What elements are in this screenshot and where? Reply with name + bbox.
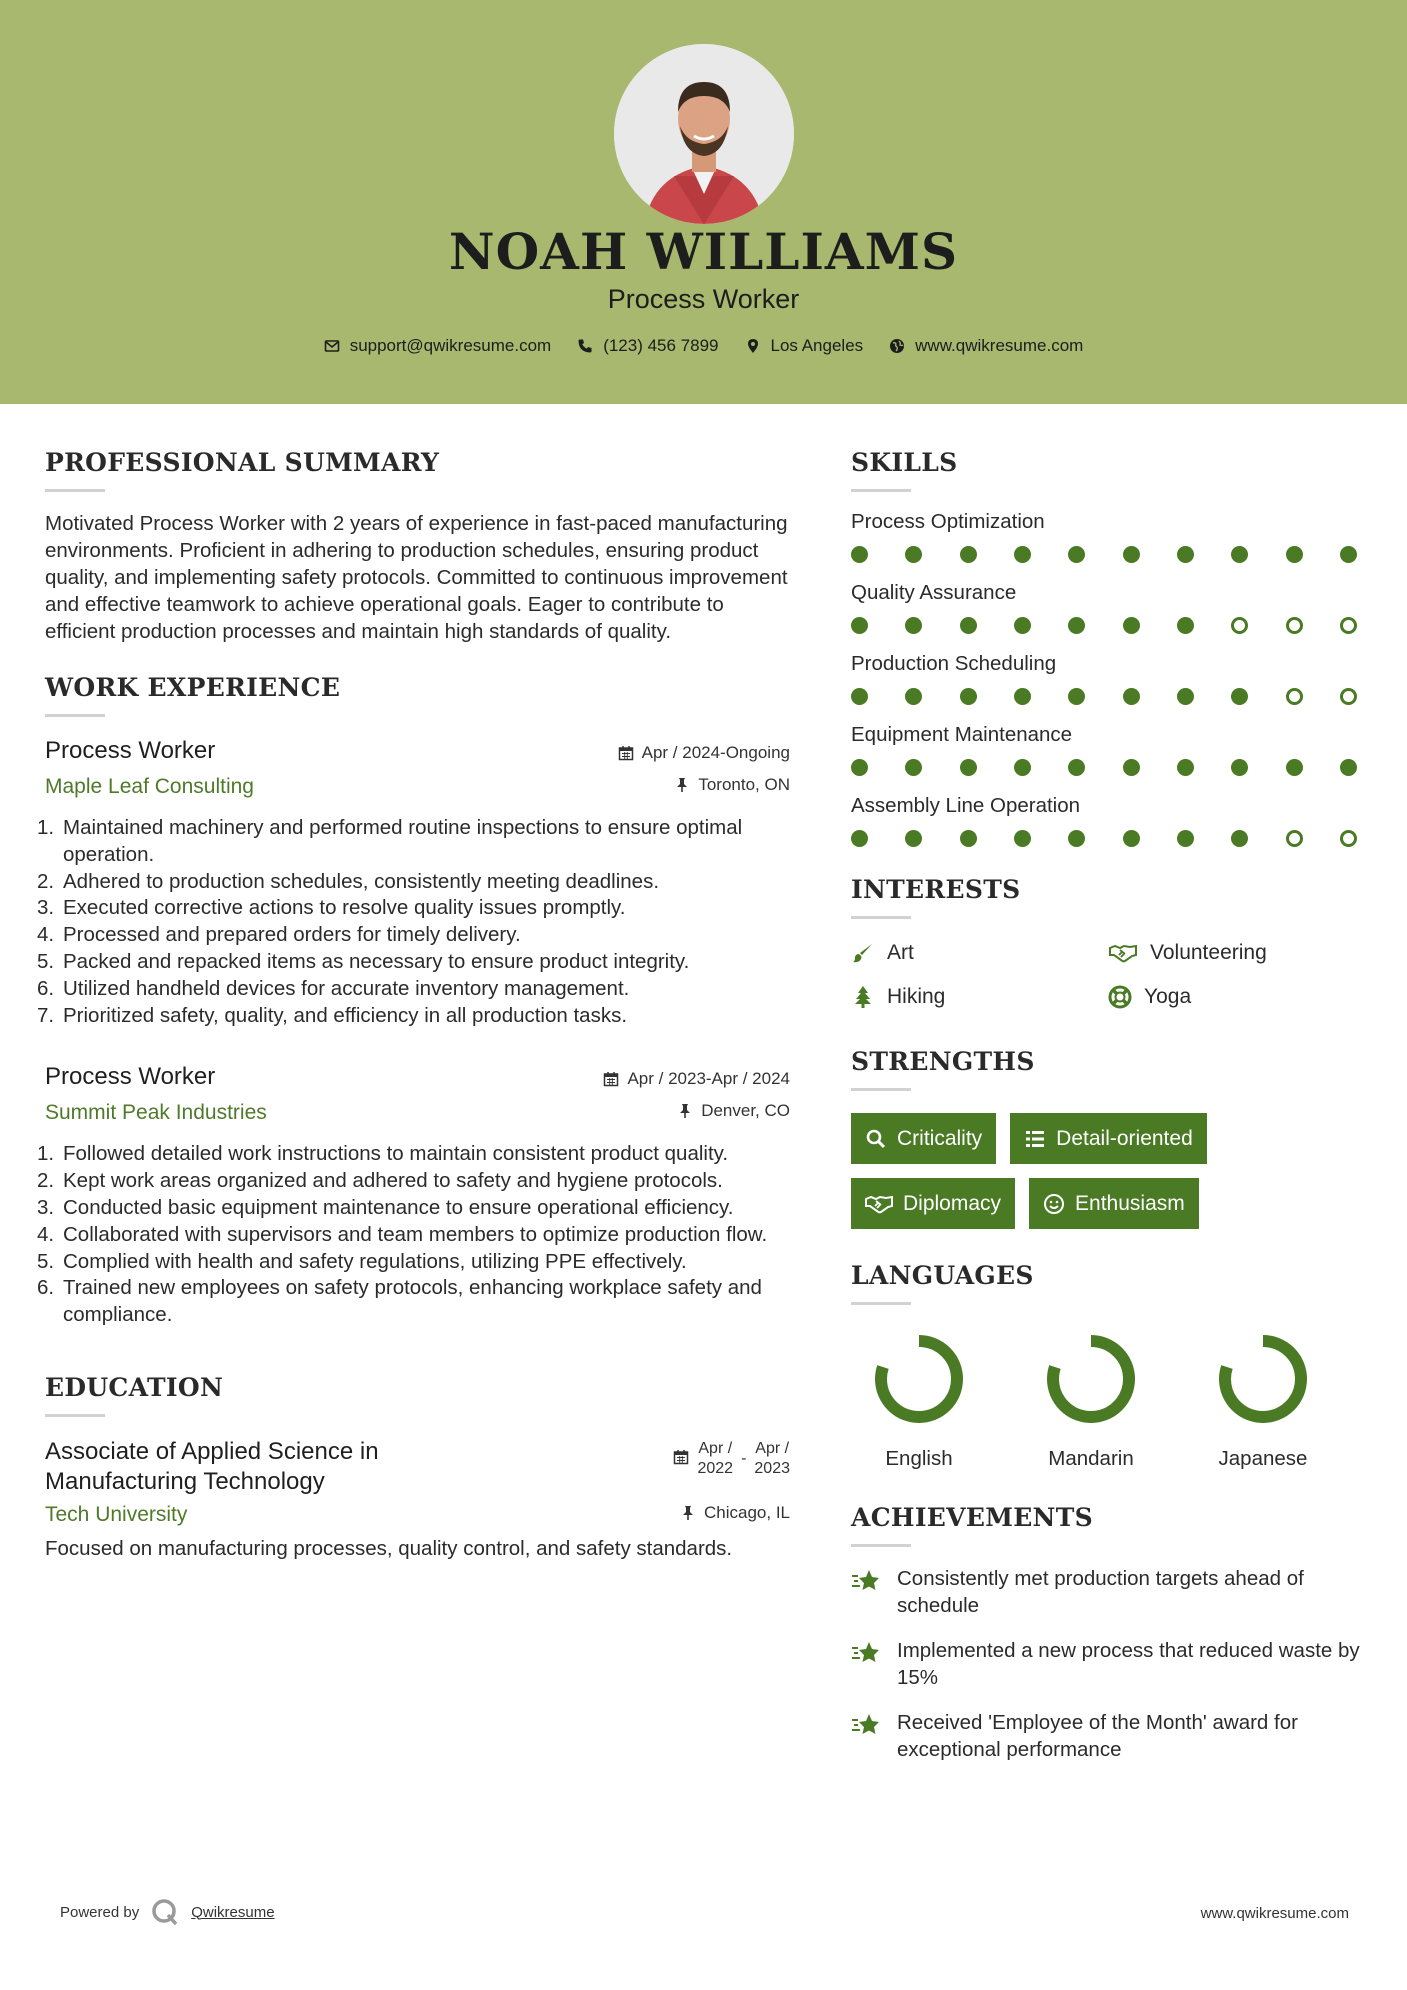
rating-dot-filled (851, 546, 868, 563)
rating-dot-filled (960, 688, 977, 705)
rating-dot-filled (960, 617, 977, 634)
pushpin-icon (674, 777, 690, 793)
job-dates (618, 743, 790, 763)
calendar-icon (618, 745, 634, 761)
interests-title: INTERESTS (851, 875, 1021, 904)
strength-badge (1029, 1178, 1199, 1229)
strengths-title: STRENGTHS (851, 1047, 1035, 1076)
section-divider (851, 1544, 911, 1547)
list-icon (1024, 1128, 1046, 1150)
summary-section (45, 448, 790, 645)
contact-website[interactable] (889, 336, 1083, 356)
experience-section (37, 673, 790, 1329)
section-divider (45, 714, 105, 717)
language-name: Mandarin (1048, 1447, 1134, 1470)
rating-dot-filled (1123, 830, 1140, 847)
rating-dot-filled (1231, 688, 1248, 705)
phone-text: (123) 456 7899 (603, 336, 719, 355)
list-item: 4. Collaborated with supervisors and team members to optimize production flow. (37, 1222, 768, 1246)
rating-dot-filled (960, 546, 977, 563)
list-item: 7. Prioritized safety, quality, and efficiency in all production tasks. (37, 1003, 628, 1027)
rating-dot-empty (1286, 688, 1303, 705)
skill-item (851, 510, 1371, 563)
job-title: Process Worker (45, 1063, 216, 1091)
achievements-title: ACHIEVEMENTS (851, 1503, 1093, 1532)
education-section (45, 1373, 790, 1562)
job-duties-list (37, 1141, 790, 1329)
strengths-badges (851, 1113, 1371, 1229)
rating-dot-filled (960, 830, 977, 847)
rating-dot-filled (851, 688, 868, 705)
language-level-arc (1225, 1341, 1301, 1417)
location-text: Los Angeles (770, 336, 864, 355)
skill-rating (851, 759, 1357, 776)
section-divider (45, 489, 105, 492)
interest-label: Yoga (1144, 985, 1192, 1008)
language-name: Japanese (1218, 1447, 1308, 1470)
map-pin-icon (745, 338, 761, 354)
skill-item (851, 794, 1371, 847)
rating-dot-empty (1340, 617, 1357, 634)
strength-badge (851, 1178, 1015, 1229)
powered-by-text: Powered by (60, 1903, 140, 1921)
rating-dot-empty (1286, 617, 1303, 634)
list-item: 6. Trained new employees on safety protocols, enhancing workplace safety and compliance. (37, 1276, 762, 1327)
calendar-icon (603, 1071, 619, 1087)
rating-dot-filled (905, 759, 922, 776)
strength-badge (851, 1113, 996, 1164)
language-proficiency-ring (1213, 1329, 1313, 1429)
left-column (37, 448, 790, 1562)
pushpin-icon (677, 1103, 693, 1119)
skill-item (851, 652, 1371, 705)
skill-name: Equipment Maintenance (851, 723, 1073, 746)
language-proficiency-ring (1041, 1329, 1141, 1429)
rating-dot-filled (1231, 546, 1248, 563)
rating-dot-filled (905, 830, 922, 847)
job-entry (37, 1063, 790, 1329)
rating-dot-filled (1014, 830, 1031, 847)
search-icon (865, 1128, 887, 1150)
rating-dot-filled (1014, 688, 1031, 705)
rating-dot-filled (851, 830, 868, 847)
email-text: support@qwikresume.com (349, 336, 552, 355)
rating-dot-filled (905, 546, 922, 563)
achievement-text: Implemented a new process that reduced waste by 15% (897, 1639, 1360, 1689)
globe-icon (889, 338, 905, 354)
job-title: Process Worker (45, 737, 216, 764)
footer-powered-by (60, 1898, 275, 1926)
lifering-icon (1108, 985, 1132, 1009)
qwikresume-link[interactable]: Qwikresume (191, 1903, 275, 1921)
list-item: 1. Maintained machinery and performed routine inspections to ensure optimal operation. (37, 816, 743, 866)
strength-label: Diplomacy (903, 1191, 1002, 1215)
summary-title: PROFESSIONAL SUMMARY (45, 448, 440, 477)
star-icon (851, 1566, 881, 1596)
right-column (851, 448, 1371, 1763)
language-item (851, 1329, 987, 1471)
company-name: Summit Peak Industries (45, 1101, 267, 1125)
interest-item (851, 985, 1108, 1009)
rating-dot-filled (1177, 546, 1194, 563)
skill-name: Production Scheduling (851, 652, 1057, 675)
languages-title: LANGUAGES (851, 1261, 1034, 1290)
list-item: 5. Packed and repacked items as necessary to ensure product integrity. (37, 949, 690, 973)
job-dates (603, 1069, 790, 1089)
star-icon (851, 1638, 881, 1668)
skill-rating (851, 830, 1357, 847)
interests-grid (851, 941, 1371, 1009)
list-item: 2. Kept work areas organized and adhered to safety and hygiene protocols. (37, 1169, 723, 1193)
achievements-list (851, 1565, 1371, 1763)
degree-title: Associate of Applied Science in Manufacturing Technology (45, 1437, 379, 1495)
job-dates-text: Apr / 2024-Ongoing (641, 743, 790, 762)
skill-name: Assembly Line Operation (851, 794, 1081, 817)
rating-dot-filled (1231, 759, 1248, 776)
rating-dot-filled (1068, 759, 1085, 776)
language-level-arc (881, 1341, 957, 1417)
skill-item (851, 723, 1371, 776)
strength-label: Enthusiasm (1075, 1191, 1185, 1215)
summary-text: Motivated Process Worker with 2 years of experience in fast-paced manufacturing environments. Proficient in adhering to production schedules, ensuring product quality, and implementing safety protocols. Committed to continuous improvement and effective teamwork to achieve operational goals. Eager to contribute to efficient production processes and maintain high standards of quality. (45, 512, 788, 643)
rating-dot-filled (1068, 830, 1085, 847)
candidate-name: NOAH WILLIAMS (448, 222, 959, 281)
skill-rating (851, 688, 1357, 705)
list-item: 3. Executed corrective actions to resolve quality issues promptly. (37, 896, 626, 920)
list-item: 6. Utilized handheld devices for accurate inventory management. (37, 976, 630, 1000)
contact-bar (0, 336, 1407, 356)
interest-item (851, 941, 1108, 965)
rating-dot-filled (960, 759, 977, 776)
skill-name: Quality Assurance (851, 581, 1017, 604)
pushpin-icon (680, 1505, 696, 1521)
rating-dot-filled (1068, 546, 1085, 563)
interest-item (1108, 985, 1358, 1009)
strength-label: Criticality (897, 1126, 983, 1150)
school-name: Tech University (45, 1502, 188, 1526)
strength-label: Detail-oriented (1056, 1126, 1193, 1150)
rating-dot-filled (1068, 688, 1085, 705)
achievement-text: Consistently met production targets ahead of schedule (897, 1567, 1304, 1617)
job-location (677, 1101, 790, 1121)
rating-dot-filled (1014, 759, 1031, 776)
profile-photo (614, 44, 794, 224)
rating-dot-filled (1231, 830, 1248, 847)
interests-section (851, 875, 1371, 1009)
list-item: 2. Adhered to production schedules, consistently meeting deadlines. (37, 869, 660, 893)
rating-dot-filled (905, 617, 922, 634)
language-item (1195, 1329, 1331, 1471)
section-divider (851, 489, 911, 492)
rating-dot-empty (1340, 688, 1357, 705)
language-proficiency-ring (869, 1329, 969, 1429)
star-icon (851, 1710, 881, 1740)
rating-dot-filled (851, 617, 868, 634)
rating-dot-filled (1177, 830, 1194, 847)
smile-icon (1043, 1193, 1065, 1215)
rating-dot-filled (1014, 546, 1031, 563)
handshake-icon (1108, 941, 1138, 965)
list-item: 1. Followed detailed work instructions to maintain consistent product quality. (37, 1142, 729, 1166)
job-entry (37, 737, 790, 1029)
job-location (674, 775, 790, 795)
job-location-text: Toronto, ON (698, 775, 790, 794)
envelope-icon (324, 338, 340, 354)
skills-list (851, 510, 1371, 847)
strength-badge (1010, 1113, 1207, 1164)
list-item: 4. Processed and prepared orders for timely delivery. (37, 923, 521, 947)
handshake-icon (865, 1193, 893, 1215)
rating-dot-empty (1340, 830, 1357, 847)
job-duties-list (37, 815, 790, 1029)
person-photo-icon (614, 44, 794, 224)
rating-dot-filled (1123, 759, 1140, 776)
phone-icon (577, 338, 593, 354)
education-location-text: Chicago, IL (704, 1502, 790, 1522)
achievement-text: Received 'Employee of the Month' award for exceptional performance (897, 1711, 1298, 1761)
achievement-item (851, 1637, 1371, 1691)
skill-item (851, 581, 1371, 634)
section-divider (851, 1302, 911, 1305)
rating-dot-filled (905, 688, 922, 705)
rating-dot-filled (1286, 759, 1303, 776)
education-start: Apr / 2022 (697, 1439, 734, 1477)
languages-list (851, 1329, 1371, 1471)
rating-dot-filled (851, 759, 868, 776)
footer-website[interactable]: www.qwikresume.com (1200, 1905, 1349, 1922)
achievements-section (851, 1503, 1371, 1763)
website-text: www.qwikresume.com (915, 336, 1084, 355)
contact-phone[interactable] (577, 336, 718, 356)
achievement-item (851, 1565, 1371, 1619)
rating-dot-filled (1177, 759, 1194, 776)
company-name: Maple Leaf Consulting (45, 775, 254, 798)
languages-section (851, 1261, 1371, 1471)
language-name: English (885, 1447, 953, 1470)
rating-dot-filled (1177, 688, 1194, 705)
interest-item (1108, 941, 1358, 965)
skills-section (851, 448, 1371, 847)
skills-title: SKILLS (851, 448, 958, 477)
tree-icon (851, 985, 875, 1009)
rating-dot-filled (1177, 617, 1194, 634)
education-entry (45, 1437, 790, 1562)
candidate-role: Process Worker (607, 284, 800, 314)
education-location (680, 1503, 790, 1523)
rating-dot-filled (1123, 688, 1140, 705)
rating-dot-empty (1286, 830, 1303, 847)
experience-title: WORK EXPERIENCE (45, 673, 341, 702)
section-divider (851, 916, 911, 919)
rating-dot-filled (1123, 617, 1140, 634)
contact-email[interactable] (324, 336, 552, 356)
education-end: Apr / 2023 (754, 1439, 790, 1477)
achievement-item (851, 1709, 1371, 1763)
list-item: 5. Complied with health and safety regulations, utilizing PPE effectively. (37, 1249, 687, 1273)
section-divider (45, 1414, 105, 1417)
rating-dot-filled (1340, 759, 1357, 776)
date-separator: - (741, 1449, 747, 1467)
rating-dot-filled (1068, 617, 1085, 634)
resume-header (0, 0, 1407, 404)
skill-name: Process Optimization (851, 510, 1045, 533)
rating-dot-filled (1286, 546, 1303, 563)
rating-dot-filled (1014, 617, 1031, 634)
rating-dot-filled (1340, 546, 1357, 563)
education-dates (673, 1439, 790, 1479)
qwikresume-logo-icon (151, 1898, 179, 1926)
job-dates-text: Apr / 2023-Apr / 2024 (627, 1069, 790, 1089)
interest-label: Hiking (887, 985, 946, 1008)
rating-dot-filled (1123, 546, 1140, 563)
education-description: Focused on manufacturing processes, quality control, and safety standards. (45, 1536, 733, 1560)
rating-dot-empty (1231, 617, 1248, 634)
language-level-arc (1053, 1341, 1129, 1417)
skill-rating (851, 617, 1357, 634)
language-item (1023, 1329, 1159, 1471)
skill-rating (851, 546, 1357, 563)
interest-label: Art (887, 941, 914, 964)
education-title: EDUCATION (45, 1372, 224, 1402)
list-item: 3. Conducted basic equipment maintenance to ensure operational efficiency. (37, 1195, 734, 1219)
calendar-icon (673, 1449, 689, 1465)
interest-label: Volunteering (1150, 941, 1267, 964)
paintbrush-icon (851, 941, 875, 965)
contact-location (745, 336, 864, 356)
strengths-section (851, 1047, 1371, 1229)
section-divider (851, 1088, 911, 1091)
job-location-text: Denver, CO (701, 1101, 790, 1121)
